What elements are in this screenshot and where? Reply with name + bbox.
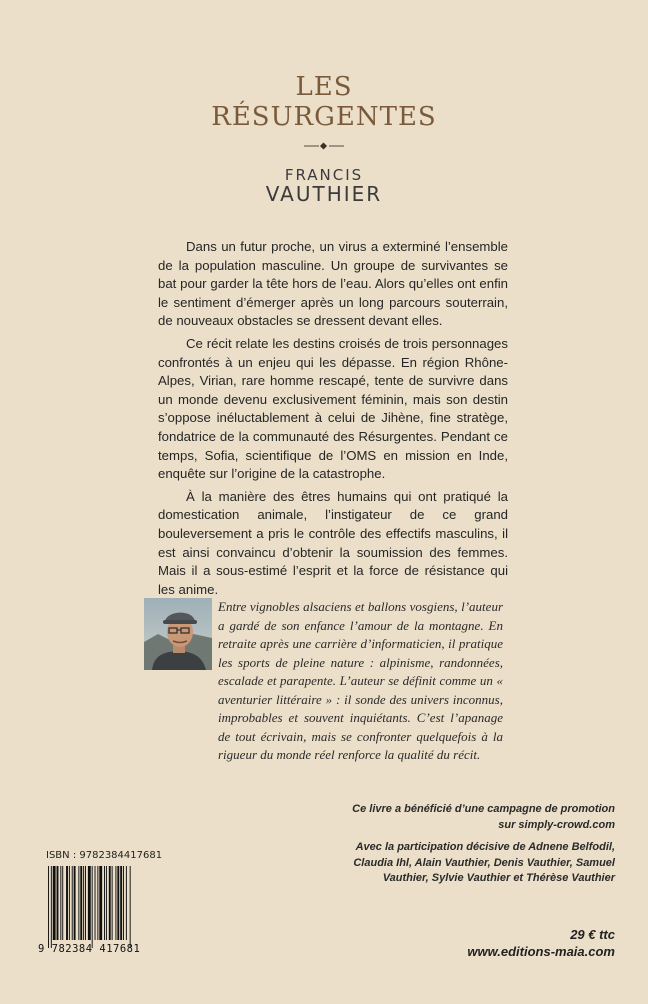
barcode-bar: [57, 866, 59, 940]
barcode-bar: [62, 866, 63, 940]
barcode-bar: [112, 866, 113, 940]
barcode-bar: [85, 866, 86, 940]
author-first-name: FRANCIS: [284, 166, 364, 184]
price-block: [400, 926, 615, 960]
isbn-label: ISBN : 9782384417681: [46, 850, 163, 861]
author-last-name: VAUTHIER: [265, 182, 383, 206]
barcode-bar: [48, 866, 49, 948]
barcode-bar: [120, 866, 122, 940]
barcode-bar: [51, 866, 52, 948]
barcode-bar: [130, 866, 131, 948]
campaign-notice: [340, 802, 615, 833]
barcode-bar: [104, 866, 105, 940]
barcode-bar: [78, 866, 79, 940]
campaign-line-1: Ce livre a bénéficié d’une campagne de promotion: [352, 803, 615, 815]
barcode-bar: [99, 866, 102, 940]
barcode-bar: [69, 866, 70, 940]
participation-credits: Avec la participation décisive de Adnene Belfodil, Claudia Ihl, Alain Vauthier, Denis Vauthier, Samuel Vauthier, Sylvie Vauthier et Thérèse Vauthier: [353, 841, 615, 884]
barcode-bar: [72, 866, 73, 940]
publisher-website: www.editions-maia.com: [467, 944, 615, 959]
price: 29 € ttc: [570, 927, 615, 942]
synopsis-paragraph-3: À la manière des êtres humains qui ont pratiqué la domestication animale, l’instigateur de ce grand bouleversement a pris le contrôle des effectifs masculins, il est ainsi convaincu d’obtenir la soumission des femmes. Mais il a sous-estimé l’esprit et la force de résistance qui les anime.: [158, 488, 508, 597]
barcode-bar: [74, 866, 76, 940]
barcode-bar: [92, 866, 93, 948]
campaign-line-2: sur simply-crowd.com: [498, 818, 615, 831]
barcode-bar: [95, 866, 96, 940]
synopsis-paragraph-1: Dans un futur proche, un virus a exterminé l’ensemble de la population masculine. Un groupe de survivantes se bat pour garder la tête hors de l’eau. Alors qu’elles ont enfin le sentiment d’émerger après un long parcours souterrain, de nouveaux obstacles se dressent devant elles.: [158, 239, 508, 329]
barcode-bar: [97, 866, 98, 940]
barcode-bar: [106, 866, 107, 940]
barcode-digits: 9 782384 417681: [38, 943, 141, 955]
synopsis-paragraph-2: Ce récit relate les destins croisés de trois personnages confrontés à un enjeu qui les dépasse. En région Rhône-Alpes, Virian, rare homme rescapé, tente de survivre dans un monde devenu exclusivement féminin, mais son destin s’oppose inéluctablement à celui de Jihène, fine stratège, fondatrice de la communauté des Résurgentes. Pendant ce temps, Sofia, scientifique de l’OMS en mission en Inde, enquête sur l’origine de la catastrophe.: [158, 335, 508, 482]
ornament-divider-icon: [304, 142, 344, 150]
book-title-line1: LES: [295, 72, 353, 102]
barcode-bar: [117, 866, 119, 940]
author-biography: Entre vignobles alsaciens et ballons vosgiens, l’auteur a gardé de son enfance l’amour de la montagne. En retraite après une carrière d’informaticien, il pratique les sports de pleine nature : alpinisme, randonnées, escalade et parapente. L’auteur se définit comme un « aventurier littéraire » : il sonde des univers inconnus, improbables et souvent inquiétants. C’est l’apanage de tout écrivain, mais se confronter quelquefois à la rigueur du monde réel renforce la qualité du récit.: [218, 599, 503, 762]
barcode-bar: [60, 866, 61, 940]
barcode-bar: [109, 866, 111, 940]
author-photo: [144, 598, 212, 670]
barcode-bar: [88, 866, 91, 940]
barcode-bar: [53, 866, 56, 940]
barcode-bar: [123, 866, 124, 940]
barcode-bar: [80, 866, 82, 940]
barcode-bar: [115, 866, 116, 940]
barcode-bar: [83, 866, 84, 940]
book-title-line2: RÉSURGENTES: [211, 102, 437, 132]
barcode-bar: [126, 866, 127, 940]
barcode-bar: [66, 866, 68, 940]
synopsis: [158, 238, 508, 603]
